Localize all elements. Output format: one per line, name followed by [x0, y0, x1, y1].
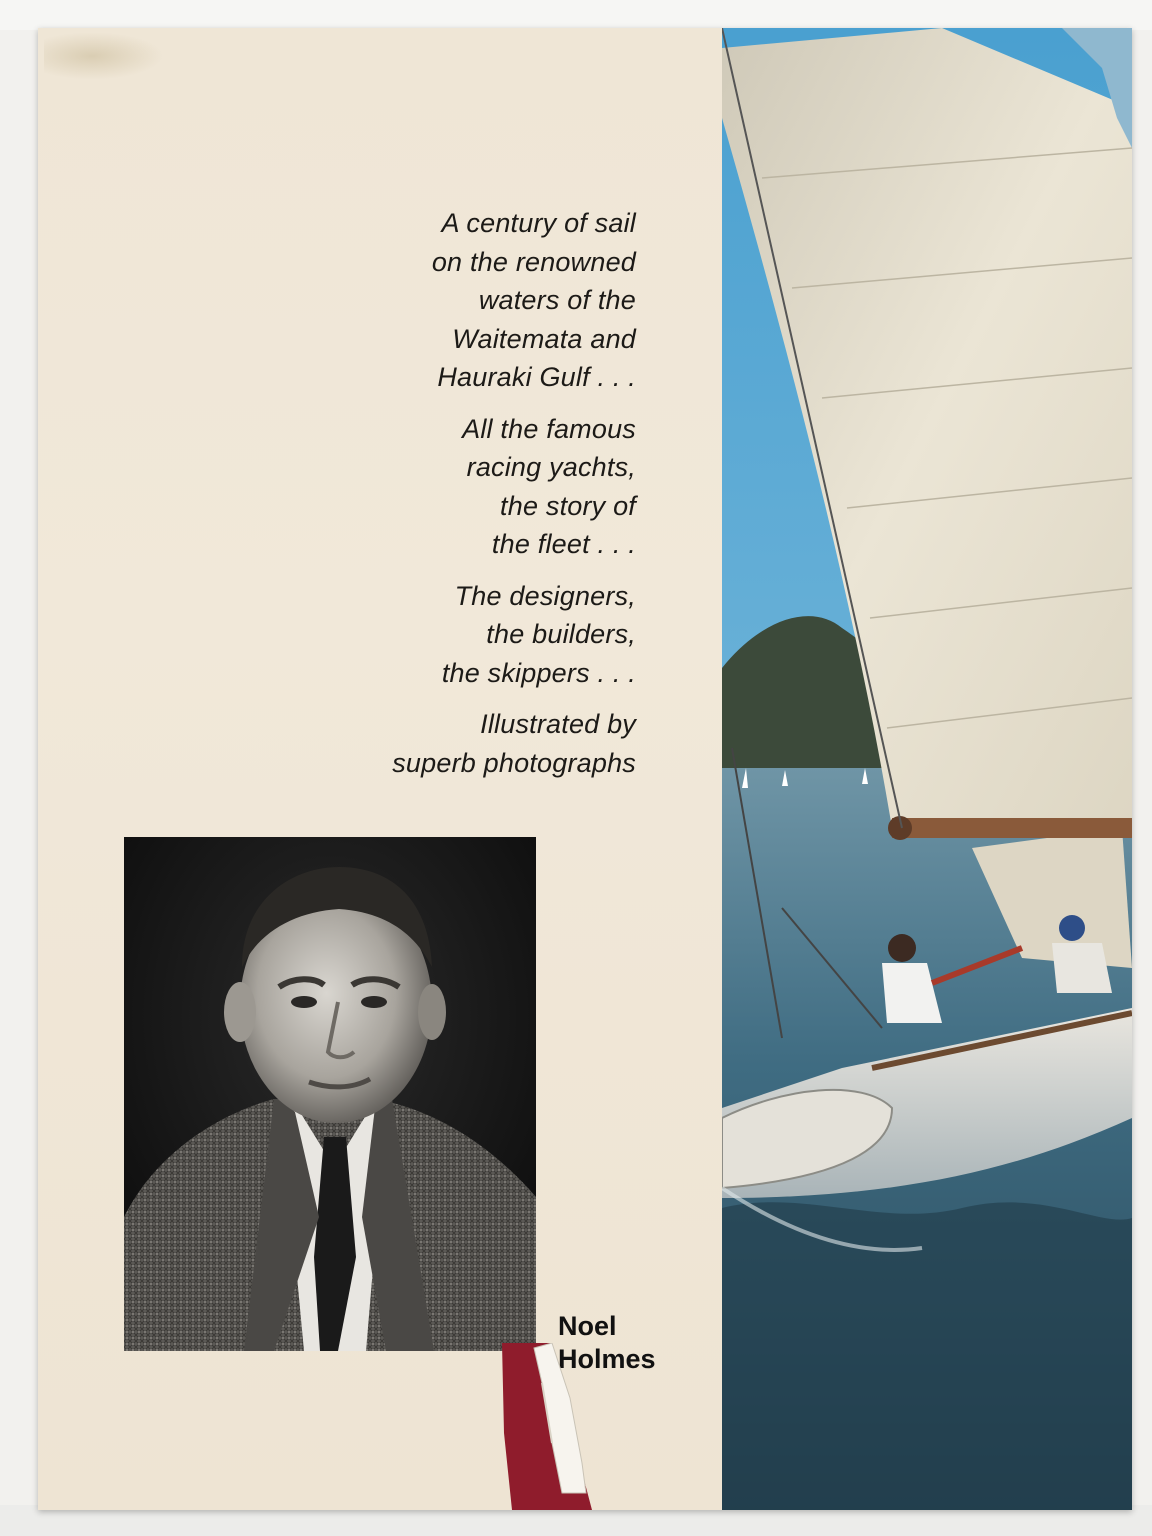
blurb-line: racing yachts,: [466, 452, 636, 482]
blurb-line: the fleet . . .: [491, 529, 636, 559]
author-portrait-photo: [124, 837, 536, 1351]
blurb-line: the story of: [500, 490, 636, 521]
blurb-line: The designers,: [454, 580, 636, 611]
torn-jacket-corner: [482, 1343, 622, 1510]
cover-text-panel: [38, 28, 722, 1510]
cover-wear-mark: [44, 32, 164, 80]
blurb-line: All the famous: [462, 413, 636, 444]
blurb-line: Illustrated by: [480, 709, 636, 739]
blurb-line: A century of sail: [441, 208, 636, 238]
author-first-name: Noel: [558, 1311, 617, 1341]
backdrop-wall: [0, 0, 1152, 30]
blurb-line: the skippers . . .: [441, 657, 636, 688]
blurb-line: superb photographs: [392, 747, 636, 778]
blurb-paragraph-1: [276, 204, 636, 397]
blurb-line: the builders,: [486, 619, 636, 649]
blurb: [276, 204, 636, 795]
blurb-paragraph-4: [276, 705, 636, 782]
blurb-paragraph-2: [276, 410, 636, 564]
blurb-paragraph-3: [276, 577, 636, 693]
book-back-cover: [38, 28, 1132, 1510]
author-portrait-illustration: [124, 837, 536, 1351]
yacht-illustration: [722, 28, 1132, 1510]
blurb-line: on the renowned: [431, 246, 636, 277]
author-last-name: Holmes: [558, 1344, 656, 1374]
blurb-line: Waitemata and: [452, 323, 636, 354]
blurb-line: waters of the: [478, 285, 636, 315]
yacht-sailing-photo: [722, 28, 1132, 1510]
blurb-line: Hauraki Gulf . . .: [437, 362, 636, 392]
